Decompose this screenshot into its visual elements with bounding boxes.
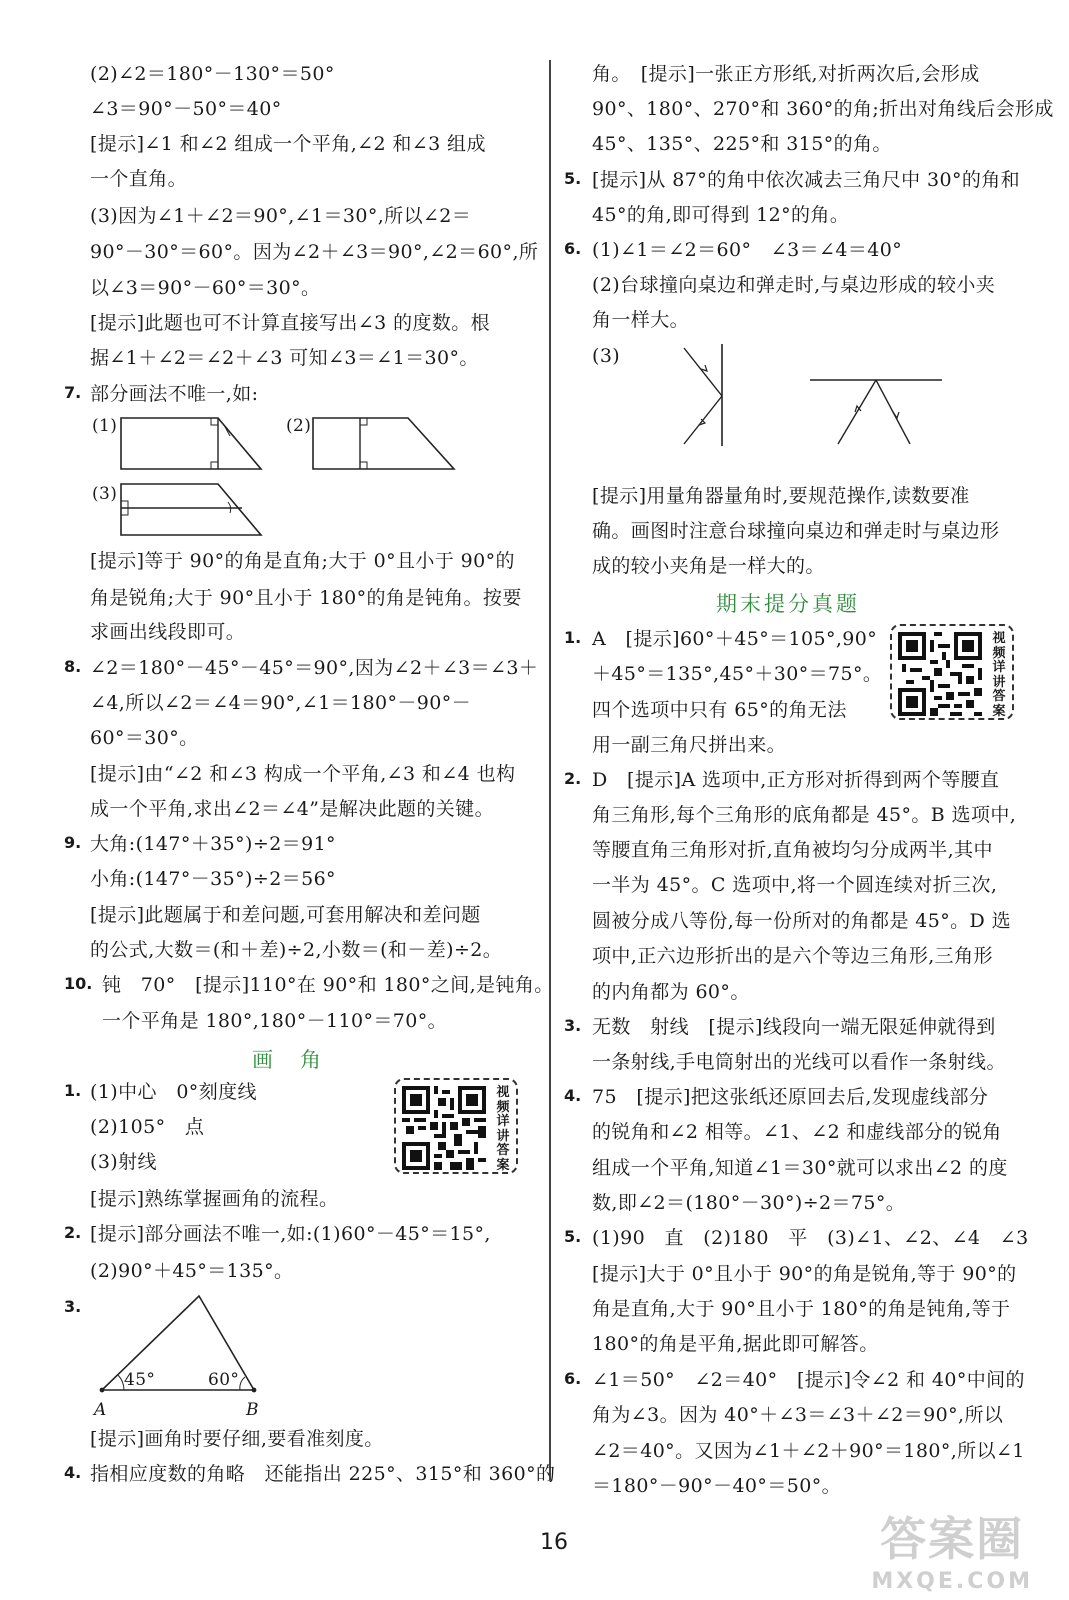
question-number: 6. [564, 239, 582, 258]
figure-ball-bounce-horizontal [808, 376, 944, 446]
figure-parallelogram-3 [120, 482, 266, 538]
text-line: 角是锐角;大于 90°且小于 180°的角是钝角。按要 [90, 587, 522, 609]
text-line: 成一个平角,求出∠2＝∠4”是解决此题的关键。 [90, 798, 494, 820]
text-line: 角是直角,大于 90°且小于 180°的角是钝角,等于 [592, 1298, 1011, 1320]
question-number: 2. [564, 769, 582, 788]
text-line: 180°的角是平角,据此即可解答。 [592, 1333, 879, 1355]
text-line: 一个平角是 180°,180°－110°＝70°。 [102, 1010, 448, 1032]
question-number: 4. [564, 1086, 582, 1105]
text-line: 成的较小夹角是一样大的。 [592, 555, 825, 577]
text-line: [提示]此题也可不计算直接写出∠3 的度数。根 [90, 312, 491, 334]
angle-label: 45° [124, 1370, 156, 1390]
text-line: 数,即∠2＝(180°－30°)÷2＝75°。 [592, 1192, 906, 1214]
text-line: 部分画法不唯一,如: [90, 383, 259, 405]
question-number: 9. [64, 833, 82, 852]
figure-ball-bounce-vertical [682, 342, 734, 450]
text-line: ＝180°－90°－40°＝50°。 [592, 1475, 841, 1497]
qr-code-icon [898, 632, 982, 716]
text-line: 据∠1＋∠2＝∠2＋∠3 可知∠3＝∠1＝30°。 [90, 347, 479, 369]
text-line: 角一样大。 [592, 309, 690, 331]
text-line: (3)射线 [90, 1151, 157, 1173]
text-line: [提示]∠1 和∠2 组成一个平角,∠2 和∠3 组成 [90, 133, 486, 155]
text-line: (3)因为∠1＋∠2＝90°,∠1＝30°,所以∠2＝ [90, 205, 472, 227]
figure-trapezoid-2 [312, 416, 458, 472]
text-line: ∠1＝50° ∠2＝40° [提示]令∠2 和 40°中间的 [592, 1369, 1025, 1391]
text-line: 四个选项中只有 65°的角无法 [592, 699, 847, 721]
text-line: 90°、180°、270°和 360°的角;折出对角线后会形成 [592, 98, 1054, 120]
question-number: 6. [564, 1369, 582, 1388]
text-line: 一个直角。 [90, 168, 188, 190]
text-line: [提示]等于 90°的角是直角;大于 0°且小于 90°的 [90, 550, 515, 572]
watermark-line2: MXQE.COM [871, 1569, 1033, 1594]
question-number: 2. [64, 1223, 82, 1242]
text-line: D [提示]A 选项中,正方形对折得到两个等腰直 [592, 769, 1000, 791]
text-line: [提示]此题属于和差问题,可套用解决和差问题 [90, 904, 481, 926]
text-line: [提示]用量角器量角时,要规范操作,读数要准 [592, 485, 970, 507]
text-line: ∠2＝180°－45°－45°＝90°,因为∠2＋∠3＝∠3＋ [90, 657, 539, 679]
text-line: 项中,正六边形折出的是六个等边三角形,三角形 [592, 945, 993, 967]
text-line: 角三角形,每个三角形的底角都是 45°。B 选项中, [592, 804, 1017, 826]
section-title: 画 角 [252, 1048, 324, 1072]
question-number: 10. [64, 974, 93, 993]
text-line: 指相应度数的角略 还能指出 225°、315°和 360°的 [90, 1463, 556, 1485]
text-line: ∠3＝90°－50°＝40° [90, 98, 282, 120]
text-line: 确。画图时注意台球撞向桌边和弹走时与桌边形 [592, 520, 1000, 542]
text-line: 角。 [提示]一张正方形纸,对折两次后,会形成 [592, 63, 980, 85]
text-line: (2)台球撞向桌边和弹走时,与桌边形成的较小夹 [592, 274, 996, 296]
text-line: ∠4,所以∠2＝∠4＝90°,∠1＝180°－90°－ [90, 692, 472, 714]
text-line: [提示]大于 0°且小于 90°的角是锐角,等于 90°的 [592, 1263, 1017, 1285]
text-line: 90°－30°＝60°。因为∠2＋∠3＝90°,∠2＝60°,所 [90, 241, 539, 263]
section-title: 期末提分真题 [716, 592, 860, 616]
question-number: 7. [64, 383, 82, 402]
text-line: 求画出线段即可。 [90, 621, 246, 643]
text-line: 无数 射线 [提示]线段向一端无限延伸就得到 [592, 1016, 996, 1038]
question-number: 4. [64, 1463, 82, 1482]
angle-label: 60° [208, 1370, 240, 1390]
text-line: 一条射线,手电筒射出的光线可以看作一条射线。 [592, 1051, 1006, 1073]
text-line: 大角:(147°＋35°)÷2＝91° [90, 833, 336, 855]
text-line: 45°、135°、225°和 315°的角。 [592, 133, 892, 155]
text-line: 的锐角和∠2 相等。∠1、∠2 和虚线部分的锐角 [592, 1121, 1002, 1143]
figure-label: (1) [92, 416, 118, 436]
text-line: 以∠3＝90°－60°＝30°。 [90, 277, 321, 299]
text-line: (2)90°＋45°＝135°。 [90, 1260, 294, 1282]
watermark-logo [871, 1503, 1033, 1594]
text-line: 一半为 45°。C 选项中,将一个圆连续对折三次, [592, 874, 998, 896]
figure-parallelogram-1 [120, 416, 266, 472]
qr-code-box[interactable] [890, 624, 1014, 720]
text-line: 钝 70° [提示]110°在 90°和 180°之间,是钝角。 [102, 974, 554, 996]
column-divider [549, 60, 551, 1480]
text-line: [提示]熟练掌握画角的流程。 [90, 1188, 339, 1210]
text-line: 的内角都为 60°。 [592, 981, 750, 1003]
figure-label: (2) [286, 416, 312, 436]
text-line: (1)∠1＝∠2＝60° ∠3＝∠4＝40° [592, 239, 903, 261]
question-number: 1. [64, 1081, 82, 1100]
text-line: 小角:(147°－35°)÷2＝56° [90, 868, 336, 890]
question-number: 8. [64, 657, 82, 676]
text-line: 等腰直角三角形对折,直角被均匀分成两半,其中 [592, 839, 993, 861]
text-line: [提示]从 87°的角中依次减去三角尺中 30°的角和 [592, 169, 1021, 191]
figure-label: (3) [92, 484, 118, 504]
question-number: 3. [64, 1297, 82, 1316]
text-line: [提示]部分画法不唯一,如:(1)60°－45°＝15°, [90, 1223, 491, 1245]
text-line: (2)105° 点 [90, 1116, 205, 1138]
text-line: ＋45°＝135°,45°＋30°＝75°。 [592, 663, 883, 685]
text-line: 角为∠3。因为 40°＋∠3＝∠3＋∠2＝90°,所以 [592, 1404, 1004, 1426]
qr-code-icon [402, 1086, 486, 1170]
text-line: 75 [提示]把这张纸还原回去后,发现虚线部分 [592, 1086, 989, 1108]
text-line: (2)∠2＝180°－130°＝50° [90, 63, 335, 85]
text-line: 60°＝30°。 [90, 727, 199, 749]
qr-caption: 视频详讲答案 [496, 1085, 510, 1173]
text-line: 用一副三角尺拼出来。 [592, 734, 787, 756]
text-line: (1)90 直 (2)180 平 (3)∠1、∠2、∠4 ∠3 [592, 1227, 1029, 1249]
page-number: 16 [540, 1530, 568, 1555]
text-line: [提示]画角时要仔细,要看准刻度。 [90, 1428, 384, 1450]
text-line: 圆被分成八等份,每一份所对的角都是 45°。D 选 [592, 910, 1012, 932]
qr-caption: 视频详讲答案 [992, 631, 1006, 719]
text-line: (1)中心 0°刻度线 [90, 1081, 257, 1103]
point-label: B [246, 1400, 259, 1420]
text-line: (3) [592, 345, 621, 367]
text-line: [提示]由“∠2 和∠3 构成一个平角,∠3 和∠4 也构 [90, 763, 516, 785]
text-line: A [提示]60°＋45°＝105°,90° [592, 628, 878, 650]
text-line: 的公式,大数＝(和＋差)÷2,小数＝(和－差)÷2。 [90, 939, 503, 961]
watermark-line1: 答案圈 [880, 1512, 1025, 1566]
text-line: 45°的角,即可得到 12°的角。 [592, 204, 850, 226]
question-number: 5. [564, 1227, 582, 1246]
point-label: A [94, 1400, 107, 1420]
question-number: 5. [564, 169, 582, 188]
question-number: 3. [564, 1016, 582, 1035]
qr-code-box[interactable] [394, 1078, 518, 1174]
text-line: 组成一个平角,知道∠1＝30°就可以求出∠2 的度 [592, 1157, 1008, 1179]
text-line: ∠2＝40°。又因为∠1＋∠2＋90°＝180°,所以∠1 [592, 1440, 1025, 1462]
question-number: 1. [564, 628, 582, 647]
